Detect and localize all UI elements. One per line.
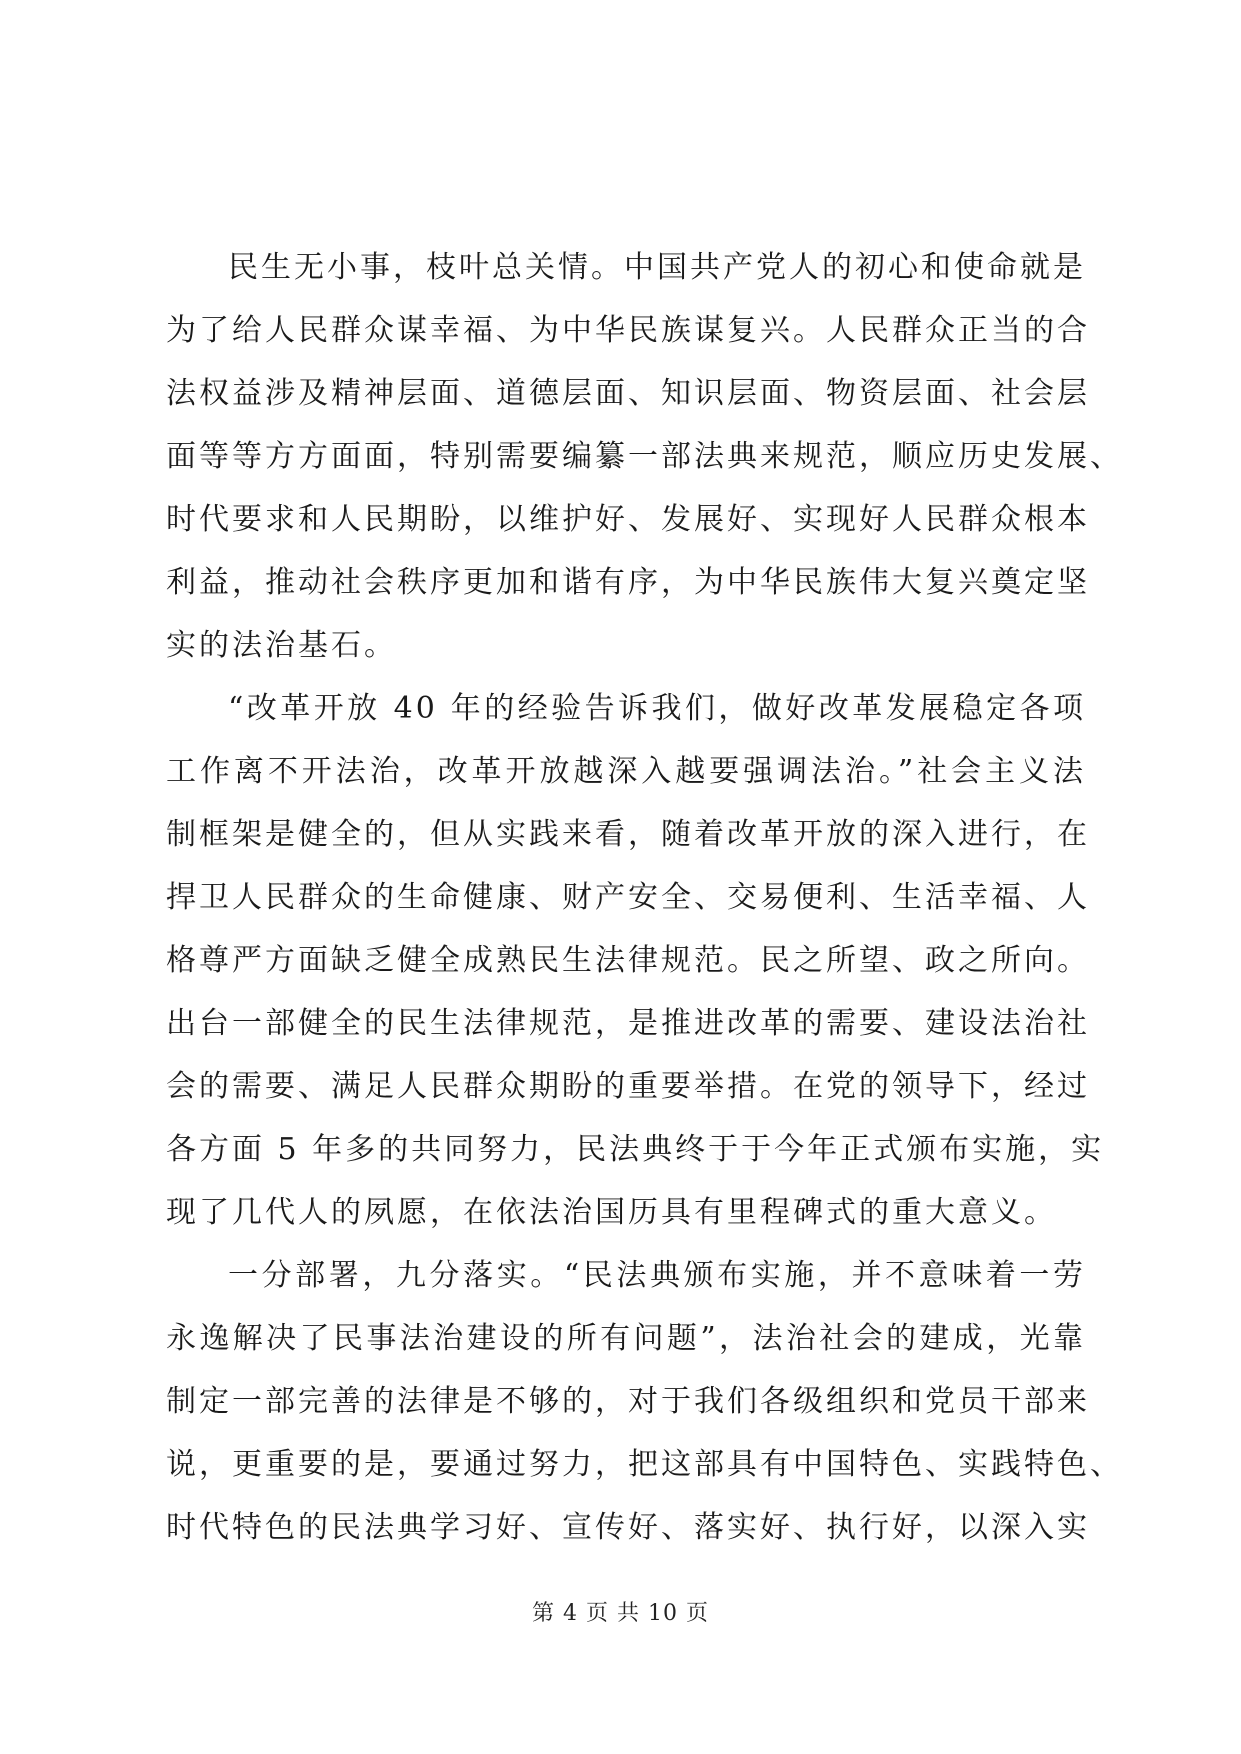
page-number-footer: 第 4 页 共 10 页 [532, 1601, 709, 1626]
text-line: “改革开放 40 年的经验告诉我们，做好改革发展稳定各项 [228, 691, 1086, 726]
text-line: 现了几代人的夙愿，在依法治国历具有里程碑式的重大意义。 [166, 1195, 1057, 1230]
paragraph-1 [166, 236, 1123, 677]
text-line: 时代特色的民法典学习好、宣传好、落实好、执行好，以深入实 [166, 1510, 1090, 1545]
paragraph-3 [166, 1244, 1123, 1559]
text-line: 会的需要、满足人民群众期盼的重要举措。在党的领导下，经过 [166, 1069, 1090, 1104]
text-line: 格尊严方面缺乏健全成熟民生法律规范。民之所望、政之所向。 [166, 943, 1090, 978]
text-line: 法权益涉及精神层面、道德层面、知识层面、物资层面、社会层 [166, 376, 1090, 411]
text-line: 利益，推动社会秩序更加和谐有序，为中华民族伟大复兴奠定坚 [166, 565, 1090, 600]
text-line: 一分部署，九分落实。“民法典颁布实施，并不意味着一劳 [228, 1258, 1086, 1293]
text-line: 各方面 5 年多的共同努力，民法典终于于今年正式颁布实施，实 [166, 1132, 1105, 1167]
paragraph-2 [166, 677, 1105, 1244]
text-line: 民生无小事，枝叶总关情。中国共产党人的初心和使命就是 [228, 250, 1086, 285]
text-line: 永逸解决了民事法治建设的所有问题”，法治社会的建成，光靠 [166, 1321, 1086, 1356]
text-line: 制框架是健全的，但从实践来看，随着改革开放的深入进行，在 [166, 817, 1090, 852]
text-line: 时代要求和人民期盼，以维护好、发展好、实现好人民群众根本 [166, 502, 1090, 537]
text-line: 制定一部完善的法律是不够的，对于我们各级组织和党员干部来 [166, 1384, 1090, 1419]
text-line: 工作离不开法治，改革开放越深入越要强调法治。”社会主义法 [166, 754, 1086, 789]
text-line: 实的法治基石。 [166, 628, 397, 663]
body-text [166, 236, 1123, 1559]
text-line: 为了给人民群众谋幸福、为中华民族谋复兴。人民群众正当的合 [166, 313, 1090, 348]
text-line: 说，更重要的是，要通过努力，把这部具有中国特色、实践特色、 [166, 1447, 1123, 1482]
text-line: 面等等方方面面，特别需要编纂一部法典来规范，顺应历史发展、 [166, 439, 1123, 474]
text-line: 捍卫人民群众的生命健康、财产安全、交易便利、生活幸福、人 [166, 880, 1090, 915]
text-line: 出台一部健全的民生法律规范，是推进改革的需要、建设法治社 [166, 1006, 1090, 1041]
